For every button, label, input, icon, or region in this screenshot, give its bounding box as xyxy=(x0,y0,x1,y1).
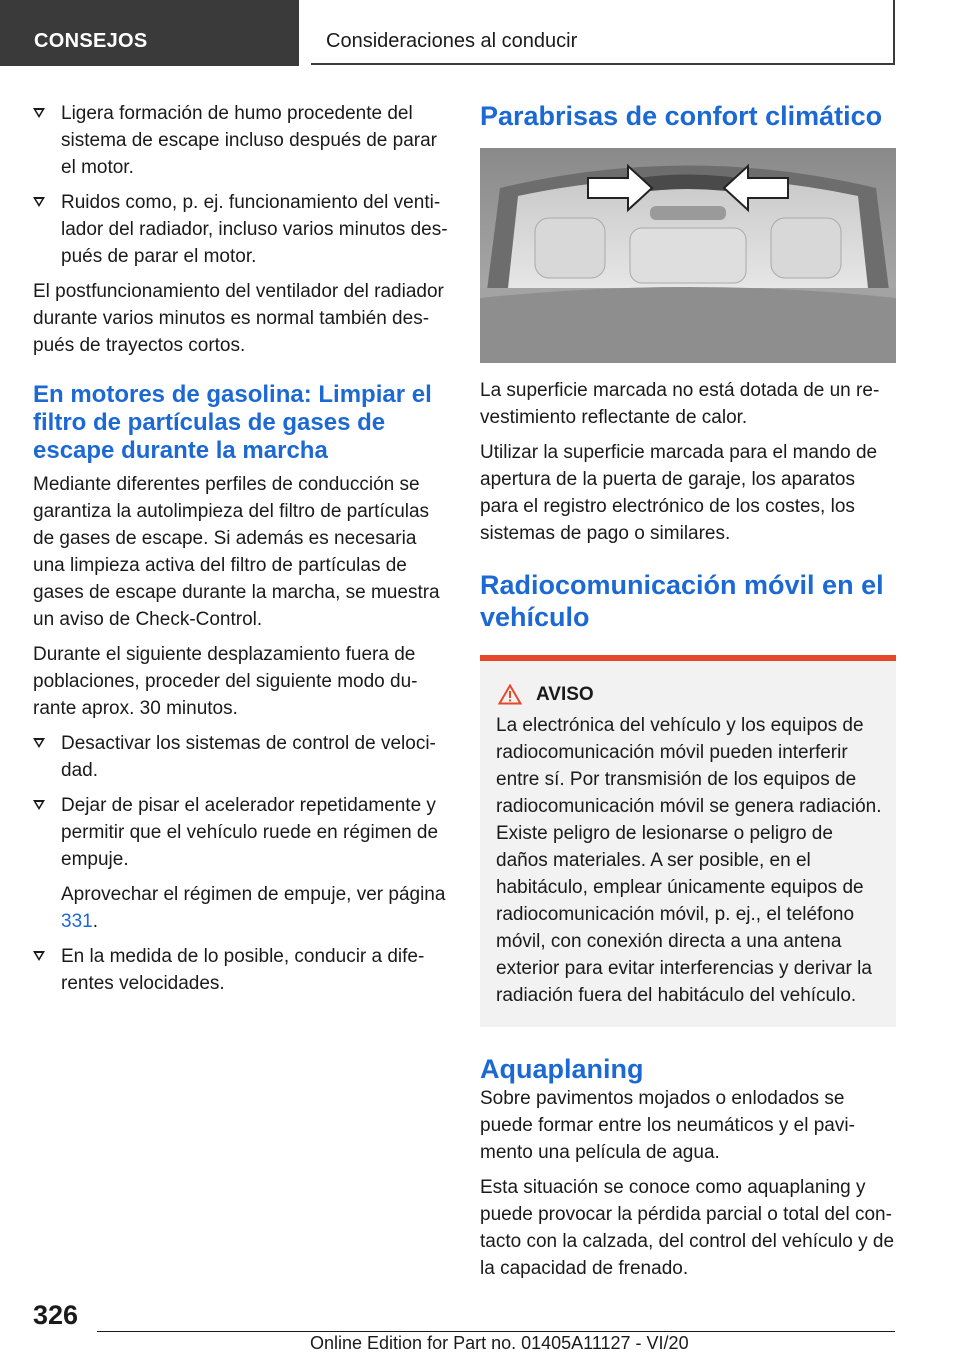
left-column xyxy=(33,100,449,1005)
section-heading: En motores de gasolina: Limpiar el filtro de partículas de gases de escape durante la marcha xyxy=(33,381,432,464)
paragraph: Mediante diferentes perfiles de conducción se garantiza la autolimpieza del filtro de partículas de gases de escape. Si además es necesaria una limpieza activa del filtro de partículas de gases de escape durante la marcha, se muestra un aviso de Check-Control. xyxy=(33,474,440,630)
paragraph: La superficie marcada no está dotada de un revestimiento reflectante de calor. xyxy=(480,380,880,428)
page-footer xyxy=(0,1290,960,1362)
sub-paragraph: Aprovechar el régimen de empuje, ver página 331. xyxy=(61,884,446,932)
paragraph: Esta situación se conoce como aquaplaning y puede provocar la pérdida parcial o total del contacto con la calzada, del control del vehículo y de la capacidad de frenado. xyxy=(480,1177,895,1279)
triangle-bullet-icon xyxy=(33,197,45,207)
triangle-bullet-icon xyxy=(33,738,45,748)
list-item: Ligera formación de humo procedente del sistema de escape incluso después de parar el motor. xyxy=(33,100,449,181)
warning-box xyxy=(480,655,896,1027)
paragraph: El postfuncionamiento del ventilador del radiador durante varios minutos es normal también después de trayectos cortos. xyxy=(33,281,444,356)
page-link[interactable]: 331 xyxy=(61,911,93,932)
chapter-title: Consideraciones al conducir xyxy=(311,0,895,65)
page-header xyxy=(0,0,960,66)
section-tab: CONSEJOS xyxy=(0,0,299,66)
right-column xyxy=(480,100,896,1290)
warning-triangle-icon xyxy=(498,684,522,705)
paragraph: Utilizar la superficie marcada para el mando de apertura de la puerta de garaje, los aparatos para el registro electrónico de los costes, los sistemas de pago o similares. xyxy=(480,442,878,544)
list-item: Ruidos como, p. ej. funcionamiento del ventilador del radiador, incluso varios minutos después de parar el motor. xyxy=(33,189,449,270)
page-number: 326 xyxy=(33,1300,79,1330)
section-heading: Parabrisas de confort climático xyxy=(480,101,883,131)
triangle-bullet-icon xyxy=(33,800,45,810)
windshield-photo xyxy=(480,148,896,363)
section-heading: Aquaplaning xyxy=(480,1054,644,1084)
list-item: En la medida de lo posible, conducir a diferentes velocidades. xyxy=(33,943,449,997)
section-heading: Radiocomunicación móvil en el vehículo xyxy=(480,570,884,632)
list-item: Dejar de pisar el acelerador repetidamente y permitir que el vehículo ruede en régimen de empuje. xyxy=(33,792,449,873)
warning-title: AVISO xyxy=(490,681,886,708)
paragraph: Sobre pavimentos mojados o enlodados se puede formar entre los neumáticos y el pavimento una película de agua. xyxy=(480,1088,855,1163)
warning-text: La electrónica del vehículo y los equipos de radiocomunicación móvil pueden interferir entre sí. Por transmisión de los equipos de radiocomunicación móvil se genera radiación. Existe peligro de lesionarse o peligro de daños materiales. A ser posible, en el habitáculo, emplear únicamente equipos de radiocomunicación móvil, p. ej., el teléfono móvil, con conexión directa a una antena exterior para evitar interferencias y derivar la radiación fuera del habitáculo del vehículo. xyxy=(496,715,882,1006)
paragraph: Durante el siguiente desplazamiento fuera de poblaciones, proceder del siguiente modo durante aprox. 30 minutos. xyxy=(33,644,418,719)
edition-note: Online Edition for Part no. 01405A11127 - VI/20 xyxy=(310,1333,689,1353)
triangle-bullet-icon xyxy=(33,108,45,118)
footer-divider xyxy=(97,1331,895,1332)
list-item: Desactivar los sistemas de control de velocidad. xyxy=(33,730,449,784)
triangle-bullet-icon xyxy=(33,951,45,961)
